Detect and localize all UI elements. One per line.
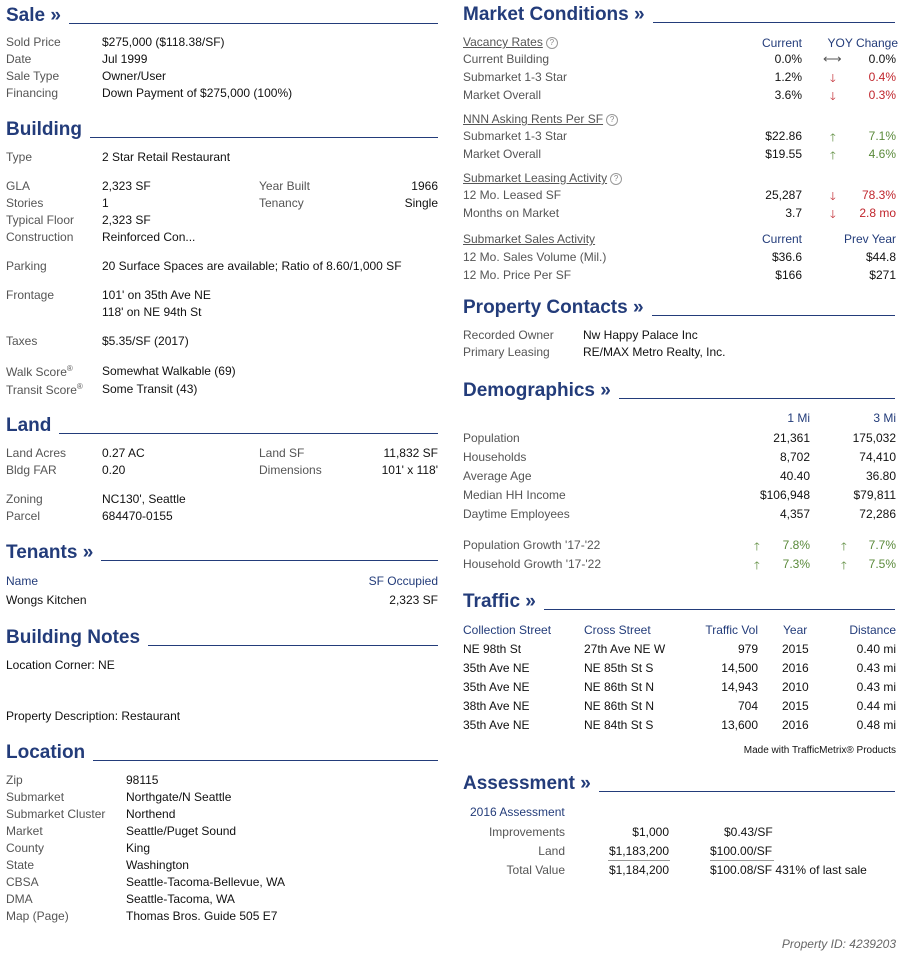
- demo-1mi-value: $106,948: [759, 488, 810, 502]
- demo-3mi-value: 36.80: [865, 469, 896, 483]
- traffic-vol: 14,943: [721, 680, 758, 694]
- up-arrow-icon: 🡑: [830, 132, 836, 144]
- construction-value: Reinforced Con...: [102, 230, 196, 244]
- frontage-label: Frontage: [6, 288, 55, 302]
- assessment-section-header: [463, 773, 895, 795]
- market-row-label: Current Building: [463, 52, 550, 66]
- location-label: Submarket Cluster: [6, 807, 106, 821]
- tenants-section-header: [6, 542, 438, 564]
- tenant-name-header: Name: [6, 574, 39, 588]
- traffic-dist: 0.44 mi: [856, 699, 896, 713]
- market-row-label: 12 Mo. Price Per SF: [463, 268, 572, 282]
- walk-score-label: Walk Score®: [6, 364, 73, 379]
- growth-3mi-value: 7.5%: [868, 557, 896, 571]
- demo-1mi-header: 1 Mi: [787, 411, 810, 425]
- traffic-cross: NE 84th St S: [584, 718, 654, 732]
- demo-3mi-value: 175,032: [852, 431, 896, 445]
- market-current: 3.7: [785, 206, 802, 220]
- up-arrow-icon: 🡑: [830, 150, 836, 162]
- contact-value: RE/MAX Metro Realty, Inc.: [583, 345, 726, 359]
- sale-title[interactable]: Sale »: [6, 5, 61, 26]
- bldg-far-value: 0.20: [102, 463, 126, 477]
- assessment-subtitle: 2016 Assessment: [470, 805, 565, 819]
- traffic-year-header: Year: [783, 623, 808, 637]
- frontage-value: 101' on 35th Ave NE: [102, 288, 211, 302]
- demo-label: Median HH Income: [463, 488, 566, 502]
- growth-label: Population Growth '17-'22: [463, 538, 601, 552]
- assessment-title[interactable]: Assessment »: [463, 773, 591, 794]
- location-label: Zip: [6, 773, 23, 787]
- help-icon[interactable]: ?: [606, 114, 618, 126]
- demo-1mi-value: 40.40: [779, 469, 810, 483]
- land-sf-value: 11,832 SF: [383, 446, 438, 460]
- assessment-value: $1,000: [632, 825, 669, 839]
- total-divider: [710, 860, 774, 861]
- market-row-label: Market Overall: [463, 88, 542, 102]
- assessment-label: Improvements: [488, 825, 565, 839]
- assessment-value: $1,184,200: [608, 863, 669, 877]
- demo-1mi-value: 21,361: [773, 431, 810, 445]
- property-contacts-section-header: [463, 297, 895, 319]
- market-row-label: Months on Market: [463, 206, 560, 220]
- contact-label: Primary Leasing: [463, 345, 550, 359]
- trafficmetrix-credit: Made with TrafficMetrix® Products: [743, 745, 896, 756]
- growth-1mi-value: 7.8%: [782, 538, 810, 552]
- location-value: Northgate/N Seattle: [126, 790, 232, 804]
- traffic-cross: NE 86th St N: [584, 680, 655, 694]
- market-row-label: 12 Mo. Sales Volume (Mil.): [463, 250, 607, 264]
- assessment-per-sf: $100.08/SF 431% of last sale: [710, 863, 867, 877]
- land-acres-label: Land Acres: [6, 446, 67, 460]
- traffic-dist: 0.40 mi: [856, 642, 896, 656]
- demographics-section-header: [463, 380, 895, 402]
- location-title: Location: [6, 742, 86, 763]
- contact-value: Nw Happy Palace Inc: [583, 328, 698, 342]
- traffic-dist: 0.43 mi: [856, 661, 896, 675]
- land-section-header: [6, 415, 438, 437]
- market-current: $22.86: [765, 129, 802, 143]
- nnn-rents-link[interactable]: NNN Asking Rents Per SF ?: [463, 112, 618, 126]
- market-current: $166: [775, 268, 802, 282]
- zoning-label: Zoning: [6, 492, 43, 506]
- traffic-street: 35th Ave NE: [463, 718, 530, 732]
- up-arrow-icon: 🡑: [754, 560, 760, 572]
- down-arrow-icon: 🡓: [830, 73, 836, 85]
- up-arrow-icon: 🡑: [754, 541, 760, 553]
- market-row-label: Submarket 1-3 Star: [463, 70, 568, 84]
- year-built-label: Year Built: [259, 179, 310, 193]
- dimensions-value: 101' x 118': [381, 463, 438, 477]
- yoy-col-header: YOY Change: [827, 36, 898, 50]
- year-built-value: 1966: [411, 179, 438, 193]
- tenant-sf: 2,323 SF: [389, 593, 438, 607]
- contact-label: Recorded Owner: [463, 328, 554, 342]
- location-label: DMA: [6, 892, 33, 906]
- market-change: 2.8 mo: [859, 206, 896, 220]
- sale-label: Sale Type: [6, 69, 60, 83]
- market-change: 4.6%: [868, 147, 896, 161]
- location-label: Submarket: [6, 790, 65, 804]
- land-title: Land: [6, 415, 52, 436]
- traffic-section-header: [463, 591, 895, 613]
- traffic-street-header: Collection Street: [463, 623, 552, 637]
- growth-3mi-value: 7.7%: [868, 538, 896, 552]
- demo-3mi-value: 72,286: [859, 507, 896, 521]
- traffic-year: 2015: [782, 699, 809, 713]
- total-divider: [608, 860, 670, 861]
- traffic-year: 2015: [782, 642, 809, 656]
- sale-value: Owner/User: [102, 69, 167, 83]
- parking-label: Parking: [6, 259, 47, 273]
- market-current: 0.0%: [774, 52, 802, 66]
- tenant-name: Wongs Kitchen: [6, 593, 87, 607]
- assessment-value: $1,183,200: [608, 844, 669, 858]
- sale-value: $275,000 ($118.38/SF): [102, 35, 225, 49]
- location-value: Northend: [126, 807, 176, 821]
- assessment-per-sf: $0.43/SF: [724, 825, 773, 839]
- assessment-per-sf: $100.00/SF: [710, 844, 773, 858]
- demo-3mi-value: 74,410: [859, 450, 896, 464]
- tenancy-label: Tenancy: [259, 196, 304, 210]
- vacancy-rates-link[interactable]: Vacancy Rates ?: [463, 35, 558, 49]
- down-arrow-icon: 🡓: [830, 91, 836, 103]
- assessment-label: Total Value: [506, 863, 565, 877]
- location-label: State: [6, 858, 35, 872]
- stories-label: Stories: [6, 196, 44, 210]
- traffic-vol: 13,600: [721, 718, 758, 732]
- sales-current-header: Current: [761, 232, 802, 246]
- market-row-label: Market Overall: [463, 147, 542, 161]
- sales-activity-link[interactable]: Submarket Sales Activity: [463, 232, 596, 246]
- property-description: Property Description: Restaurant: [6, 709, 181, 723]
- transit-score-value: Some Transit (43): [102, 382, 198, 396]
- location-value: Seattle-Tacoma, WA: [126, 892, 235, 906]
- market-change: 0.0%: [868, 52, 896, 66]
- market-current: 25,287: [765, 188, 802, 202]
- parcel-value: 684470-0155: [102, 509, 173, 523]
- market-change: 7.1%: [868, 129, 896, 143]
- demographics-title[interactable]: Demographics »: [463, 380, 611, 401]
- tenants-title[interactable]: Tenants »: [6, 542, 94, 563]
- type-label: Type: [6, 150, 33, 164]
- location-label: CBSA: [6, 875, 39, 889]
- market-row-label: Submarket 1-3 Star: [463, 129, 568, 143]
- location-value: Washington: [126, 858, 189, 872]
- gla-value: 2,323 SF: [102, 179, 151, 193]
- current-col-header: Current: [761, 36, 802, 50]
- demo-1mi-value: 4,357: [779, 507, 810, 521]
- tenant-sf-header: SF Occupied: [368, 574, 438, 588]
- property-id: Property ID: 4239203: [781, 937, 896, 951]
- traffic-street: NE 98th St: [463, 642, 522, 656]
- traffic-year: 2016: [782, 661, 809, 675]
- building-notes-section-header: [6, 627, 438, 649]
- traffic-dist: 0.43 mi: [856, 680, 896, 694]
- help-icon[interactable]: ?: [546, 37, 558, 49]
- market-prev: $44.8: [865, 250, 896, 264]
- market-current: $36.6: [771, 250, 802, 264]
- traffic-street: 35th Ave NE: [463, 661, 530, 675]
- market-change: 0.3%: [868, 88, 896, 102]
- market-prev: $271: [869, 268, 896, 282]
- traffic-cross: 27th Ave NE W: [584, 642, 666, 656]
- tenancy-value: Single: [404, 196, 438, 210]
- traffic-dist: 0.48 mi: [856, 718, 896, 732]
- assessment-note: 431% of last sale: [775, 863, 867, 877]
- location-value: King: [126, 841, 151, 855]
- dimensions-label: Dimensions: [259, 463, 322, 477]
- location-label: Map (Page): [6, 909, 69, 923]
- sale-value: Jul 1999: [102, 52, 148, 66]
- market-conditions-title[interactable]: Market Conditions »: [463, 4, 645, 25]
- land-acres-value: 0.27 AC: [102, 446, 145, 460]
- sale-section-header: [6, 5, 438, 27]
- location-value: Thomas Bros. Guide 505 E7: [126, 909, 278, 923]
- parking-value: 20 Surface Spaces are available; Ratio of 8.60/1,000 SF: [102, 259, 402, 273]
- growth-1mi-value: 7.3%: [782, 557, 810, 571]
- demo-label: Households: [463, 450, 527, 464]
- taxes-label: Taxes: [6, 334, 38, 348]
- assessment-label: Land: [538, 844, 565, 858]
- traffic-dist-header: Distance: [849, 623, 896, 637]
- market-current: 1.2%: [774, 70, 802, 84]
- demo-3mi-header: 3 Mi: [873, 411, 896, 425]
- traffic-cross: NE 85th St S: [584, 661, 654, 675]
- traffic-year: 2010: [782, 680, 809, 694]
- sale-label: Date: [6, 52, 32, 66]
- typical-floor-label: Typical Floor: [6, 213, 75, 227]
- stories-value: 1: [102, 196, 109, 210]
- traffic-vol: 979: [737, 642, 758, 656]
- demo-3mi-value: $79,811: [853, 488, 896, 502]
- demo-label: Population: [463, 431, 520, 445]
- construction-label: Construction: [6, 230, 74, 244]
- traffic-vol-header: Traffic Vol: [705, 623, 758, 637]
- sale-label: Financing: [6, 86, 59, 100]
- location-label: Market: [6, 824, 43, 838]
- sale-label: Sold Price: [6, 35, 61, 49]
- down-arrow-icon: 🡓: [830, 209, 836, 221]
- frontage-value: 118' on NE 94th St: [102, 305, 202, 319]
- location-section-header: [6, 742, 438, 764]
- building-title: Building: [6, 119, 82, 140]
- market-change: 0.4%: [868, 70, 896, 84]
- traffic-title[interactable]: Traffic »: [463, 591, 536, 612]
- up-arrow-icon: 🡑: [841, 560, 847, 572]
- traffic-vol: 704: [737, 699, 758, 713]
- demo-label: Daytime Employees: [463, 507, 570, 521]
- market-conditions-section-header: [463, 4, 895, 26]
- transit-score-label: Transit Score®: [6, 382, 83, 397]
- typical-floor-value: 2,323 SF: [102, 213, 151, 227]
- sales-prev-header: Prev Year: [843, 232, 896, 246]
- help-icon[interactable]: ?: [610, 173, 622, 185]
- traffic-cross: NE 86th St N: [584, 699, 655, 713]
- growth-label: Household Growth '17-'22: [463, 557, 601, 571]
- location-label: County: [6, 841, 45, 855]
- bldg-far-label: Bldg FAR: [6, 463, 57, 477]
- building-section-header: [6, 119, 438, 141]
- traffic-cross-header: Cross Street: [584, 623, 651, 637]
- down-arrow-icon: 🡓: [830, 191, 836, 203]
- market-current: $19.55: [765, 147, 802, 161]
- gla-label: GLA: [6, 179, 31, 193]
- parcel-label: Parcel: [6, 509, 41, 523]
- type-value: 2 Star Retail Restaurant: [102, 150, 231, 164]
- market-change: 78.3%: [861, 188, 896, 202]
- land-sf-label: Land SF: [259, 446, 305, 460]
- leasing-activity-link[interactable]: Submarket Leasing Activity ?: [463, 171, 622, 185]
- taxes-value: $5.35/SF (2017): [102, 334, 189, 348]
- zoning-value: NC130', Seattle: [102, 492, 186, 506]
- traffic-street: 35th Ave NE: [463, 680, 530, 694]
- sale-value: Down Payment of $275,000 (100%): [102, 86, 293, 100]
- traffic-street: 38th Ave NE: [463, 699, 530, 713]
- demo-label: Average Age: [463, 469, 532, 483]
- market-row-label: 12 Mo. Leased SF: [463, 188, 562, 202]
- traffic-year: 2016: [782, 718, 809, 732]
- market-current: 3.6%: [774, 88, 802, 102]
- up-arrow-icon: 🡑: [841, 541, 847, 553]
- location-corner: Location Corner: NE: [6, 658, 115, 672]
- demo-1mi-value: 8,702: [779, 450, 810, 464]
- walk-score-value: Somewhat Walkable (69): [102, 364, 236, 378]
- location-value: Seattle/Puget Sound: [126, 824, 237, 838]
- location-value: Seattle-Tacoma-Bellevue, WA: [126, 875, 285, 889]
- location-value: 98115: [126, 773, 159, 787]
- flat-arrow-icon: ⟷: [823, 51, 842, 66]
- property-contacts-title[interactable]: Property Contacts »: [463, 297, 644, 318]
- building-notes-title: Building Notes: [6, 627, 141, 648]
- traffic-vol: 14,500: [721, 661, 758, 675]
